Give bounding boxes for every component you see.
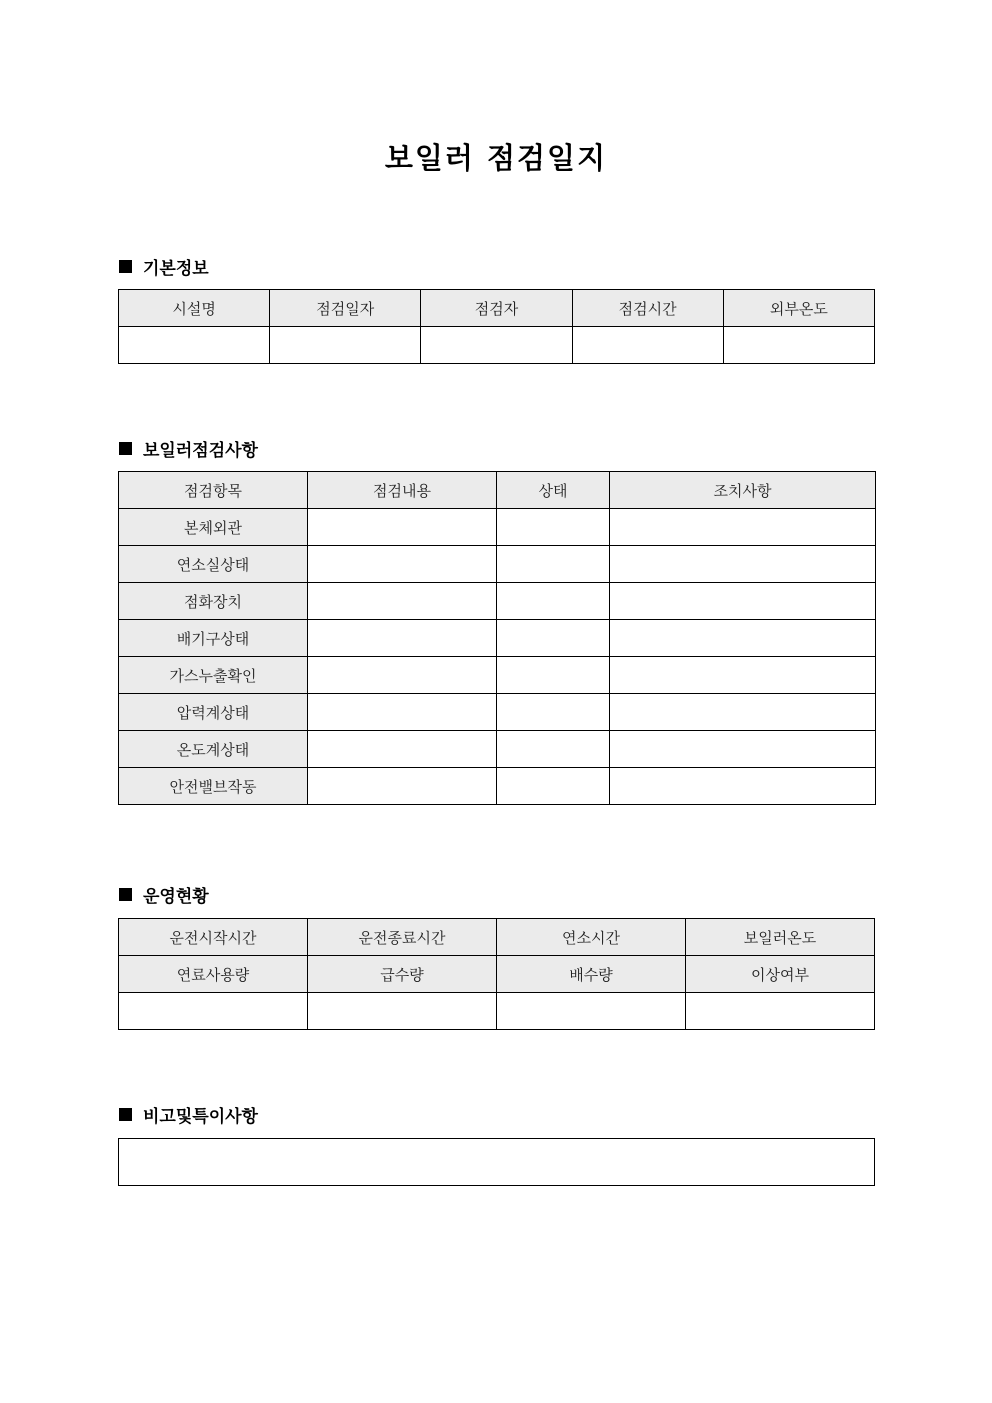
operation-cell[interactable] bbox=[686, 993, 875, 1030]
status-cell[interactable] bbox=[497, 768, 610, 805]
inspection-table bbox=[118, 471, 876, 805]
header-inspector: 점검자 bbox=[421, 290, 572, 327]
header-action: 조치사항 bbox=[610, 472, 876, 509]
table-row bbox=[119, 694, 876, 731]
action-cell[interactable] bbox=[610, 657, 876, 694]
header-drainage: 배수량 bbox=[497, 956, 686, 993]
document-title: 보일러 점검일지 bbox=[384, 141, 608, 175]
table-row bbox=[119, 546, 876, 583]
operation-cell[interactable] bbox=[119, 993, 308, 1030]
content-cell[interactable] bbox=[308, 546, 497, 583]
item-label: 온도계상태 bbox=[119, 731, 308, 768]
operation-cell[interactable] bbox=[308, 993, 497, 1030]
header-end-time: 운전종료시간 bbox=[308, 919, 497, 956]
operation-table bbox=[118, 918, 875, 1030]
action-cell[interactable] bbox=[610, 509, 876, 546]
item-label: 안전밸브작동 bbox=[119, 768, 308, 805]
header-combustion-time: 연소시간 bbox=[497, 919, 686, 956]
facility-name-cell[interactable] bbox=[119, 327, 270, 364]
remarks-table bbox=[118, 1138, 875, 1186]
table-row bbox=[119, 731, 876, 768]
status-cell[interactable] bbox=[497, 731, 610, 768]
outdoor-temp-cell[interactable] bbox=[723, 327, 874, 364]
header-status: 상태 bbox=[497, 472, 610, 509]
action-cell[interactable] bbox=[610, 583, 876, 620]
section-heading-label: 비고및특이사항 bbox=[143, 1107, 258, 1127]
square-bullet-icon bbox=[119, 888, 132, 901]
table-row bbox=[119, 768, 876, 805]
action-cell[interactable] bbox=[610, 768, 876, 805]
item-label: 점화장치 bbox=[119, 583, 308, 620]
content-cell[interactable] bbox=[308, 694, 497, 731]
table-row bbox=[119, 993, 875, 1030]
square-bullet-icon bbox=[119, 1108, 132, 1121]
header-content: 점검내용 bbox=[308, 472, 497, 509]
header-start-time: 운전시작시간 bbox=[119, 919, 308, 956]
table-header-row bbox=[119, 472, 876, 509]
content-cell[interactable] bbox=[308, 731, 497, 768]
content-cell[interactable] bbox=[308, 768, 497, 805]
header-inspection-date: 점검일자 bbox=[270, 290, 421, 327]
table-header-row bbox=[119, 919, 875, 956]
table-row bbox=[119, 657, 876, 694]
status-cell[interactable] bbox=[497, 546, 610, 583]
action-cell[interactable] bbox=[610, 694, 876, 731]
item-label: 연소실상태 bbox=[119, 546, 308, 583]
header-outdoor-temp: 외부온도 bbox=[723, 290, 874, 327]
square-bullet-icon bbox=[119, 260, 132, 273]
section-heading-inspection bbox=[119, 436, 258, 461]
remarks-cell[interactable] bbox=[119, 1139, 875, 1186]
item-label: 가스누출확인 bbox=[119, 657, 308, 694]
section-heading-remarks bbox=[119, 1102, 258, 1127]
square-bullet-icon bbox=[119, 442, 132, 455]
action-cell[interactable] bbox=[610, 620, 876, 657]
section-heading-label: 기본정보 bbox=[143, 259, 209, 279]
header-boiler-temp: 보일러온도 bbox=[686, 919, 875, 956]
table-header-row bbox=[119, 956, 875, 993]
item-label: 압력계상태 bbox=[119, 694, 308, 731]
table-row bbox=[119, 509, 876, 546]
section-heading-basic bbox=[119, 254, 209, 279]
content-cell[interactable] bbox=[308, 620, 497, 657]
status-cell[interactable] bbox=[497, 657, 610, 694]
content-cell[interactable] bbox=[308, 509, 497, 546]
table-row bbox=[119, 620, 876, 657]
section-heading-label: 운영현황 bbox=[143, 887, 209, 907]
inspector-cell[interactable] bbox=[421, 327, 572, 364]
table-row bbox=[119, 1139, 875, 1186]
status-cell[interactable] bbox=[497, 583, 610, 620]
table-row bbox=[119, 327, 875, 364]
content-cell[interactable] bbox=[308, 657, 497, 694]
status-cell[interactable] bbox=[497, 620, 610, 657]
item-label: 본체외관 bbox=[119, 509, 308, 546]
action-cell[interactable] bbox=[610, 731, 876, 768]
section-heading-label: 보일러점검사항 bbox=[143, 441, 258, 461]
inspection-date-cell[interactable] bbox=[270, 327, 421, 364]
table-header-row bbox=[119, 290, 875, 327]
basic-info-table bbox=[118, 289, 875, 364]
item-label: 배기구상태 bbox=[119, 620, 308, 657]
status-cell[interactable] bbox=[497, 509, 610, 546]
operation-cell[interactable] bbox=[497, 993, 686, 1030]
header-water-supply: 급수량 bbox=[308, 956, 497, 993]
header-facility-name: 시설명 bbox=[119, 290, 270, 327]
header-item: 점검항목 bbox=[119, 472, 308, 509]
section-heading-operation bbox=[119, 882, 209, 907]
status-cell[interactable] bbox=[497, 694, 610, 731]
inspection-time-cell[interactable] bbox=[572, 327, 723, 364]
action-cell[interactable] bbox=[610, 546, 876, 583]
header-abnormality: 이상여부 bbox=[686, 956, 875, 993]
header-inspection-time: 점검시간 bbox=[572, 290, 723, 327]
header-fuel-usage: 연료사용량 bbox=[119, 956, 308, 993]
table-row bbox=[119, 583, 876, 620]
content-cell[interactable] bbox=[308, 583, 497, 620]
